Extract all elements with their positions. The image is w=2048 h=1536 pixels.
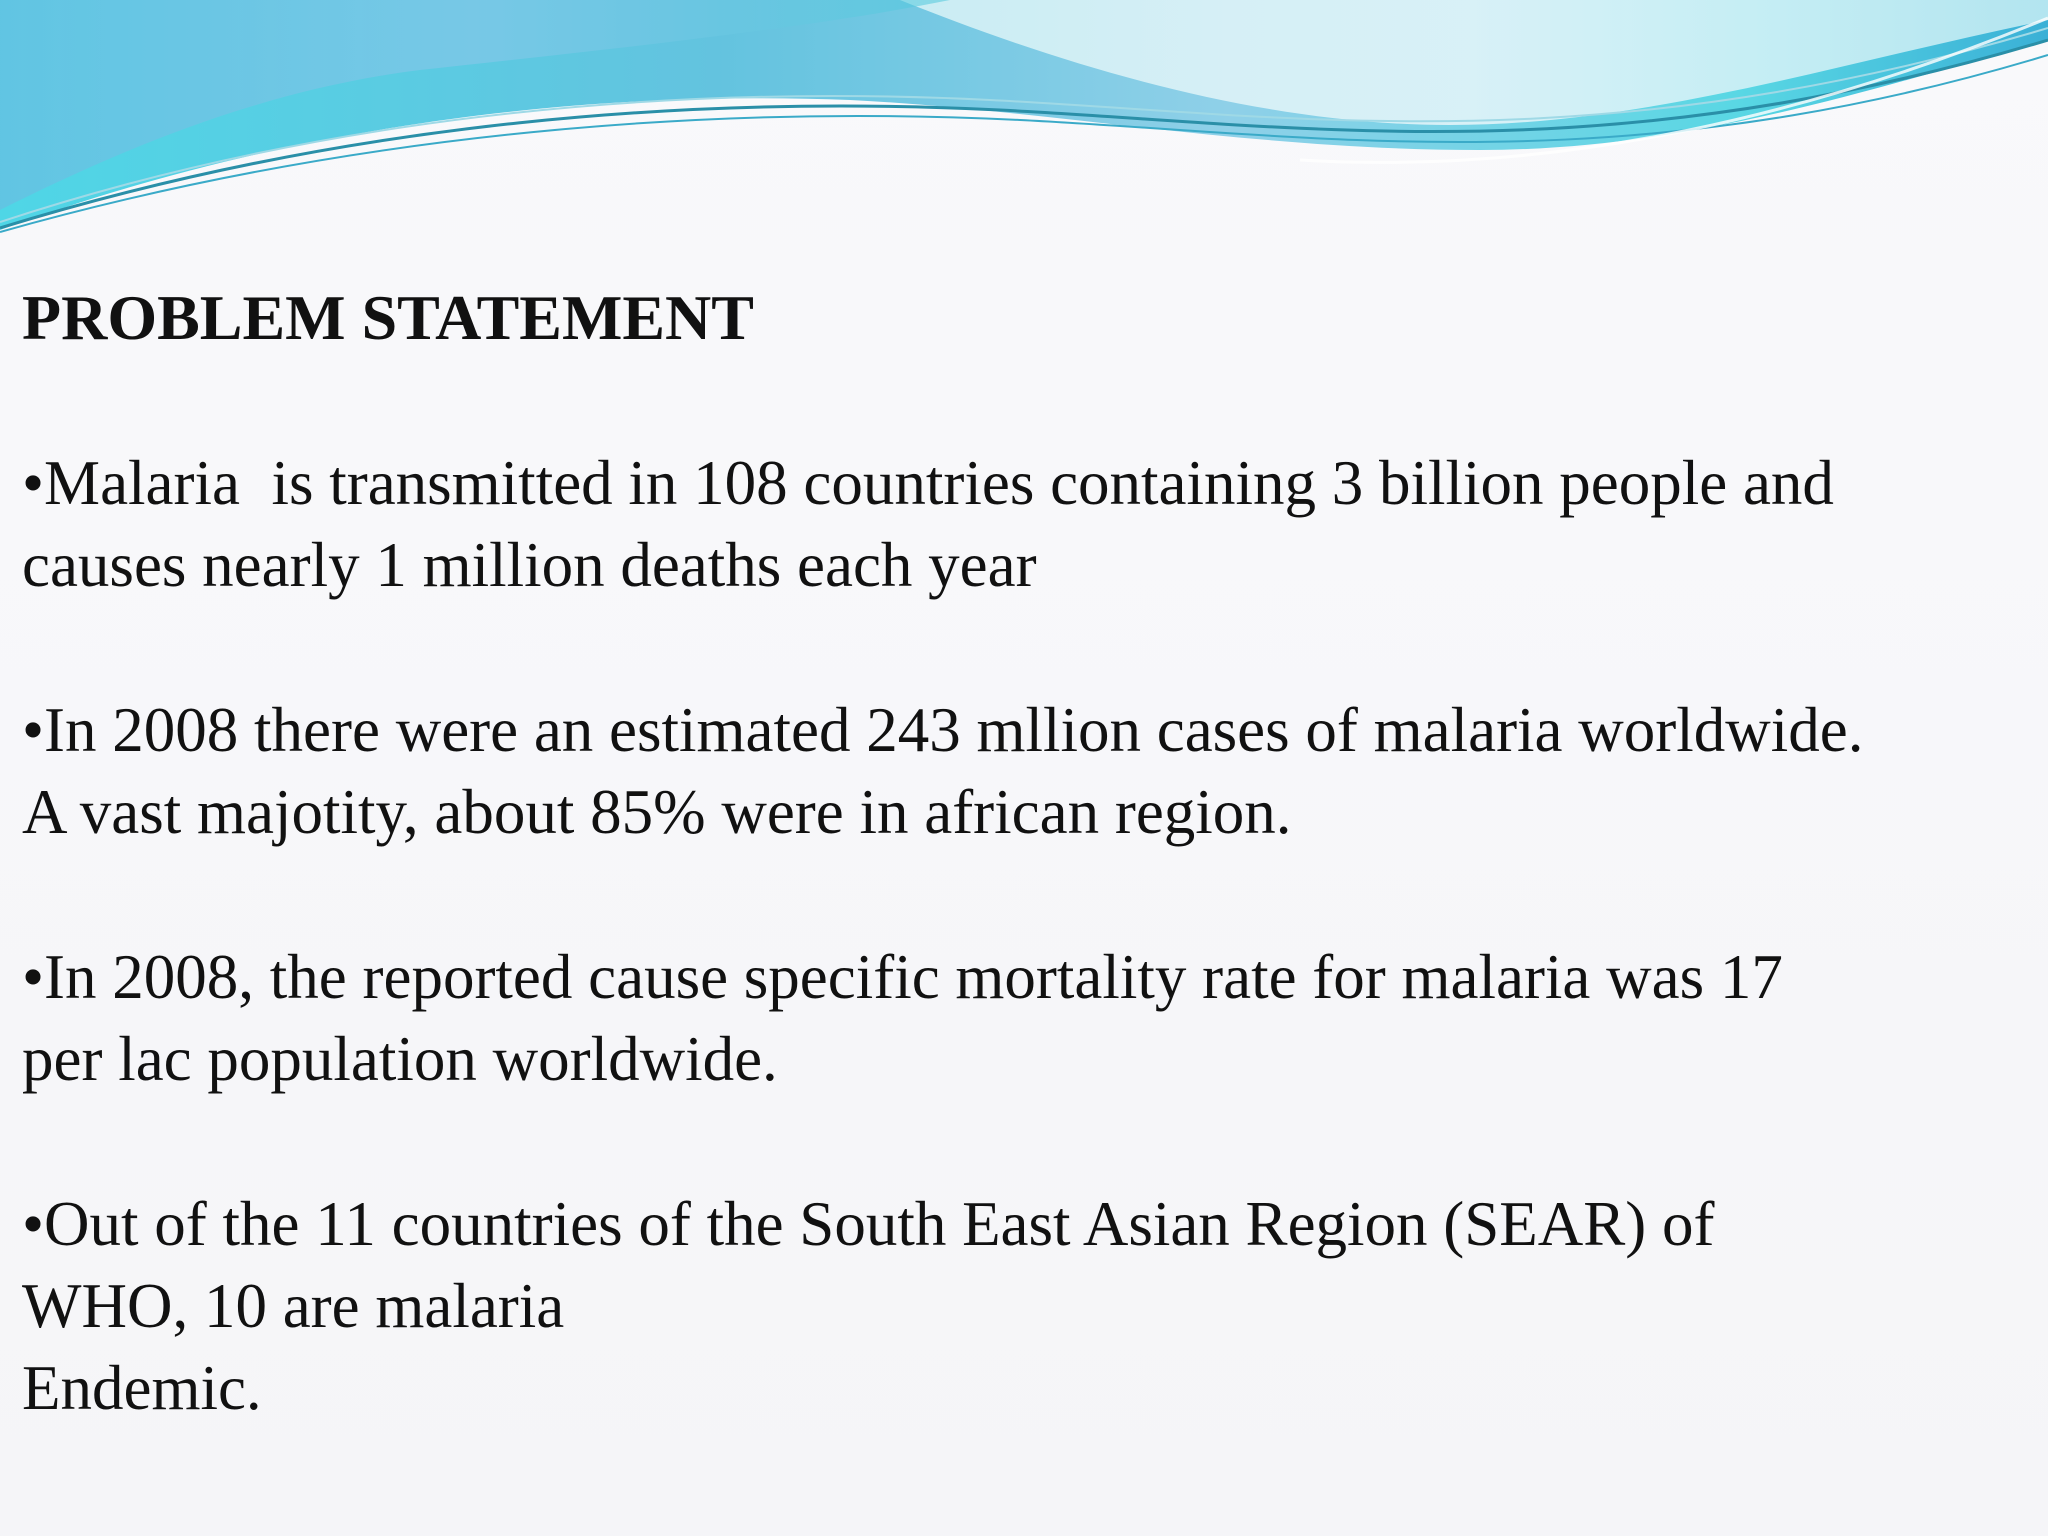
bullet-item — [22, 442, 2012, 606]
bullet-line: •Malaria is transmitted in 108 countries containing 3 billion people and — [22, 448, 1834, 518]
bullet-line: •In 2008, the reported cause specific mortality rate for malaria was 17 — [22, 942, 1783, 1012]
bullet-line: •In 2008 there were an estimated 243 mllion cases of malaria worldwide. — [22, 695, 1864, 765]
bullet-item — [22, 1183, 2012, 1429]
bullet-line: Endemic. — [22, 1353, 262, 1423]
bullet-line: •Out of the 11 countries of the South East Asian Region (SEAR) of — [22, 1189, 1715, 1259]
bullet-line: causes nearly 1 million deaths each year — [22, 530, 1037, 600]
bullet-line: A vast majotity, about 85% were in african region. — [22, 777, 1292, 847]
bullet-list — [22, 442, 2012, 1429]
bullet-item — [22, 936, 2012, 1100]
bullet-line: WHO, 10 are malaria — [22, 1271, 565, 1341]
header-wave-decoration — [0, 0, 2048, 240]
bullet-line: per lac population worldwide. — [22, 1024, 778, 1094]
bullet-item — [22, 689, 2012, 853]
slide-title: PROBLEM STATEMENT — [22, 282, 754, 353]
slide-content — [22, 278, 2012, 1429]
